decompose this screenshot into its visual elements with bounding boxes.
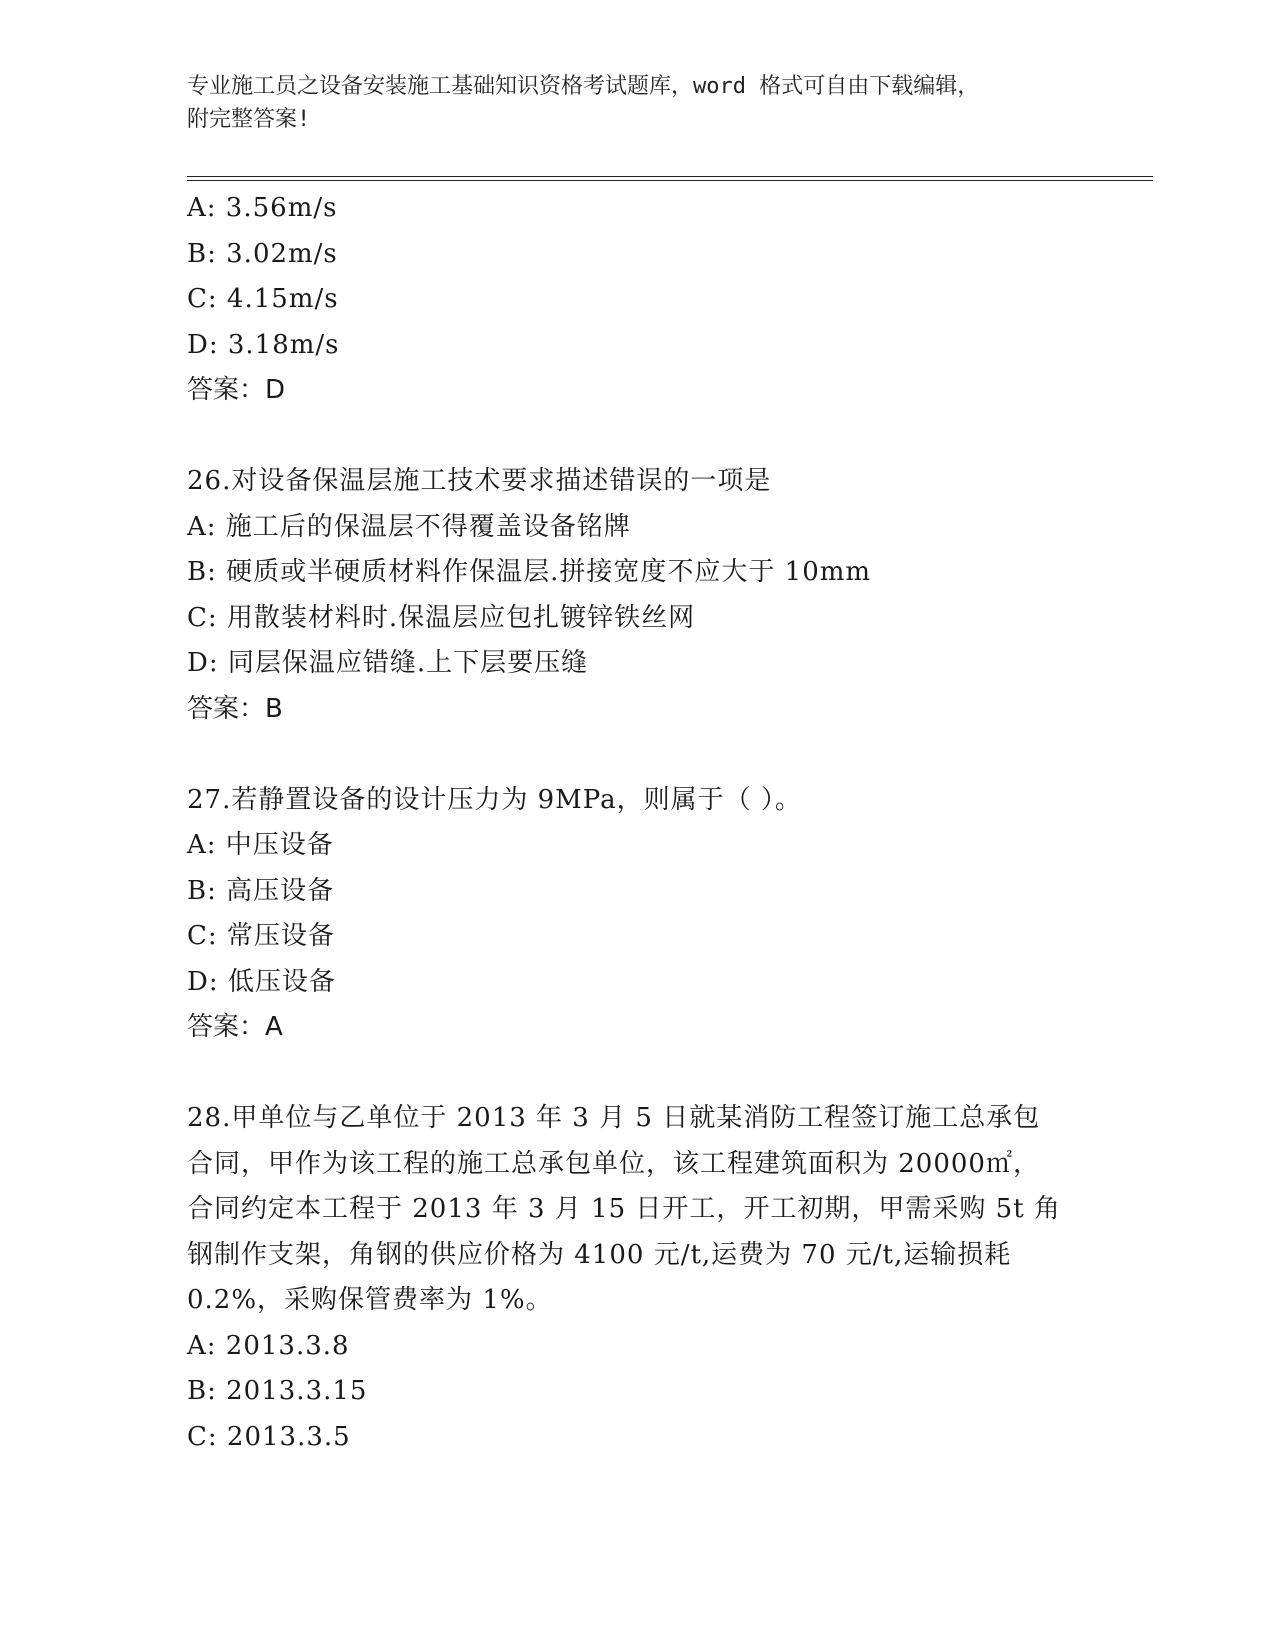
question-text: 26.对设备保温层施工技术要求描述错误的一项是: [187, 466, 772, 496]
question-content: [187, 186, 1087, 1460]
option-d: D: 3.18m/s: [187, 329, 340, 360]
question-text-line: 合同约定本工程于 2013 年 3 月 15 日开工，开工初期，甲需采购 5t 角: [187, 1194, 1061, 1224]
question-text: 27.若静置设备的设计压力为 9MPa，则属于（ ）。: [187, 784, 802, 815]
question-26-block: [187, 459, 1087, 732]
question-text-line: 合同，甲作为该工程的施工总承包单位，该工程建筑面积为 20000㎡，: [187, 1148, 1040, 1179]
question-text-line: 钢制作支架，角钢的供应价格为 4100 元/t,运费为 70 元/t,运输损耗: [187, 1239, 1012, 1270]
question-27-block: [187, 778, 1087, 1051]
option-a: A: 2013.3.8: [187, 1330, 350, 1361]
option-d: D: 低压设备: [187, 966, 336, 997]
option-c: C: 2013.3.5: [187, 1421, 351, 1452]
document-header: [187, 70, 1087, 136]
header-divider-bottom: [187, 180, 1153, 181]
option-c: C: 常压设备: [187, 921, 335, 951]
question-text-line: 0.2%，采购保管费率为 1%。: [187, 1285, 553, 1315]
header-line-2: 附完整答案!: [187, 107, 311, 132]
option-d: D: 同层保温应错缝.上下层要压缝: [187, 648, 589, 678]
option-a: A: 中压设备: [187, 830, 334, 860]
option-b: B: 高压设备: [187, 875, 335, 906]
option-c: C: 4.15m/s: [187, 284, 339, 314]
option-b: B: 2013.3.15: [187, 1376, 368, 1406]
answer-label: 答案：B: [187, 693, 283, 724]
option-c: C: 用散装材料时.保温层应包扎镀锌铁丝网: [187, 602, 696, 633]
question-text-line: 28.甲单位与乙单位于 2013 年 3 月 5 日就某消防工程签订施工总承包: [187, 1103, 1041, 1133]
option-b: B: 硬质或半硬质材料作保温层.拼接宽度不应大于 10mm: [187, 557, 872, 587]
question-25-block: [187, 186, 1087, 414]
header-line-1: 专业施工员之设备安装施工基础知识资格考试题库，word 格式可自由下载编辑，: [187, 74, 980, 99]
answer-label: 答案：D: [187, 375, 286, 405]
option-a: A: 3.56m/s: [187, 193, 338, 223]
question-28-block: [187, 1096, 1087, 1460]
option-a: A: 施工后的保温层不得覆盖设备铭牌: [187, 511, 631, 542]
answer-label: 答案：A: [187, 1012, 283, 1042]
option-b: B: 3.02m/s: [187, 238, 338, 269]
header-divider-top: [187, 176, 1153, 177]
